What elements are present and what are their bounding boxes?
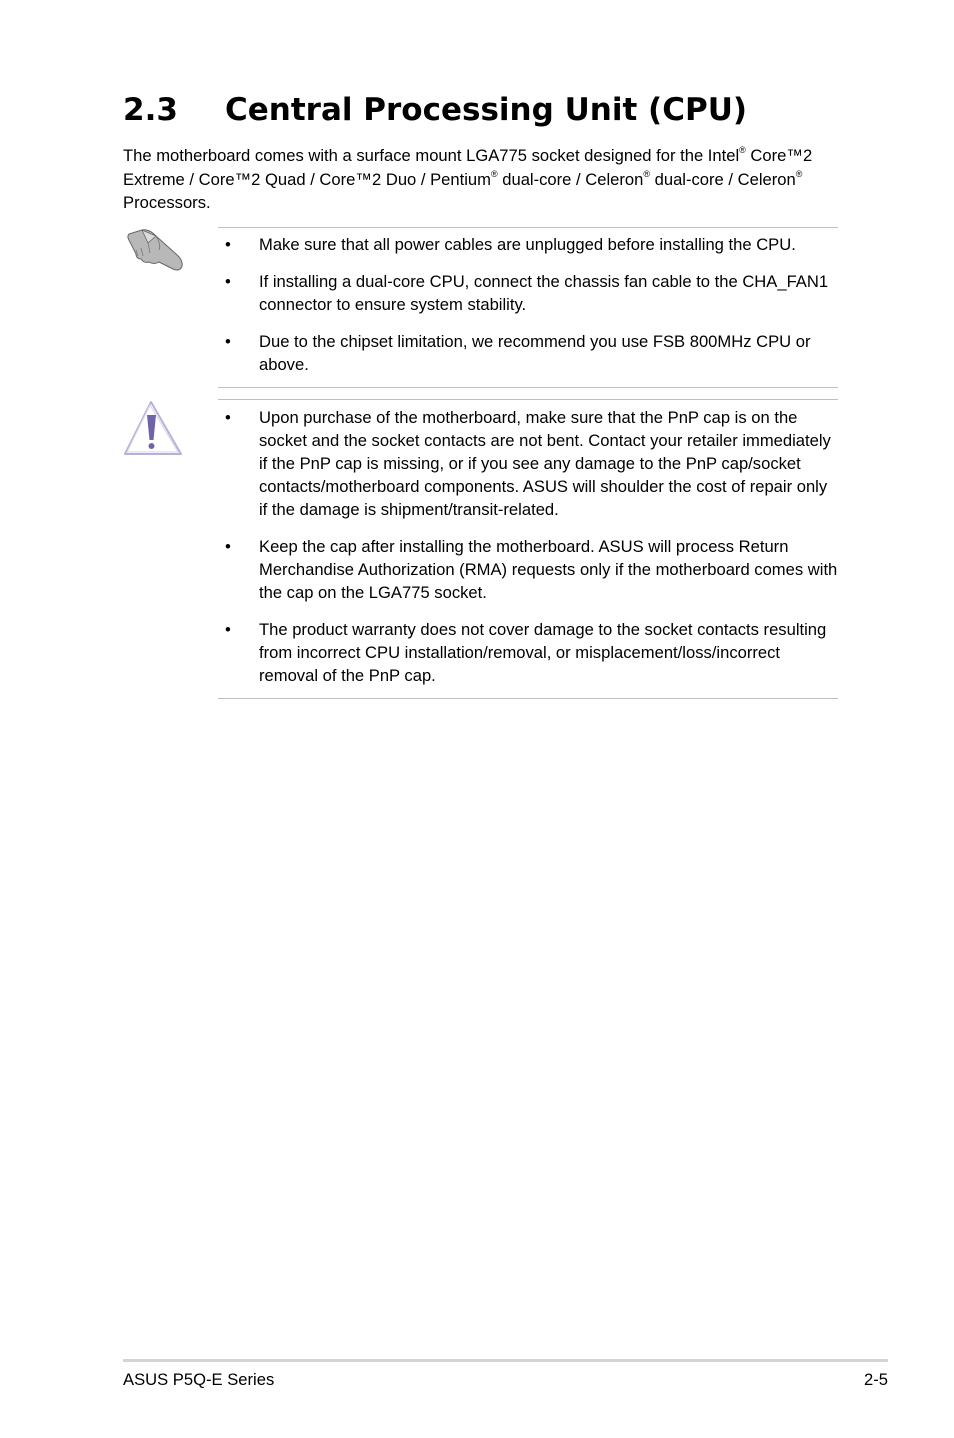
list-item [218,330,838,376]
caution-item-text: Keep the cap after installing the motherboard. ASUS will process Return Merchandise Authorization (RMA) requests only if the motherboard comes with the cap on the LGA775 socket. [259,537,838,602]
list-item [218,618,838,687]
intro-text-5: Processors. [123,193,211,212]
bullet: • [225,620,231,639]
bullet: • [225,235,231,254]
list-item [218,406,838,521]
caution-block [218,406,838,701]
registered-mark: ® [739,145,746,156]
list-item [218,270,838,316]
registered-mark: ® [643,168,650,179]
caution-item-text: The product warranty does not cover damage to the socket contacts resulting from incorrect CPU installation/removal, or misplacement/loss/incorrect removal of the PnP cap. [259,620,827,685]
footer-rule [123,1359,888,1362]
bullet: • [225,272,231,291]
section-heading [123,90,747,130]
caution-top-rule [218,399,838,400]
warning-triangle-icon [123,400,183,456]
footer-page-number: 2-5 [864,1370,888,1389]
note-item-text: If installing a dual-core CPU, connect the chassis fan cable to the CHA_FAN1 connector to ensure system stability. [259,272,829,314]
hand-pointing-icon [126,226,186,274]
note-item-text: Due to the chipset limitation, we recommend you use FSB 800MHz CPU or above. [259,332,811,374]
note-list [218,233,838,376]
note-bottom-rule [218,387,838,388]
intro-text-4: dual-core / Celeron [650,169,796,189]
note-block [218,233,838,390]
caution-bottom-rule [218,698,838,699]
note-item-text: Make sure that all power cables are unplugged before installing the CPU. [259,235,796,254]
bullet: • [225,537,231,556]
list-item [218,535,838,604]
intro-text-1: The motherboard comes with a surface mount LGA775 socket designed for the Intel [123,146,740,165]
section-number: 2.3 [123,92,178,128]
section-title: Central Processing Unit (CPU) [225,92,748,128]
intro-text-2: Core™2 Extreme / Core™2 Quad / Core™2 Duo / Pentium [123,146,813,189]
intro-text-3: dual-core / Celeron [497,169,644,189]
bullet: • [225,332,231,351]
note-top-rule [218,227,838,228]
caution-item-text: Upon purchase of the motherboard, make sure that the PnP cap is on the socket and the socket contacts are not bent. Contact your retailer immediately if the PnP cap is missing, or if you see any damage to the PnP cap/socket contacts/motherboard components. ASUS will shoulder the cost of repair only if the damage is shipment/transit-related. [259,408,831,519]
registered-mark: ® [795,168,803,179]
intro-paragraph [123,144,838,215]
caution-list [218,406,838,687]
list-item [218,233,838,256]
bullet: • [225,408,231,427]
footer-product-name: ASUS P5Q-E Series [123,1370,275,1389]
registered-mark: ® [490,168,498,179]
